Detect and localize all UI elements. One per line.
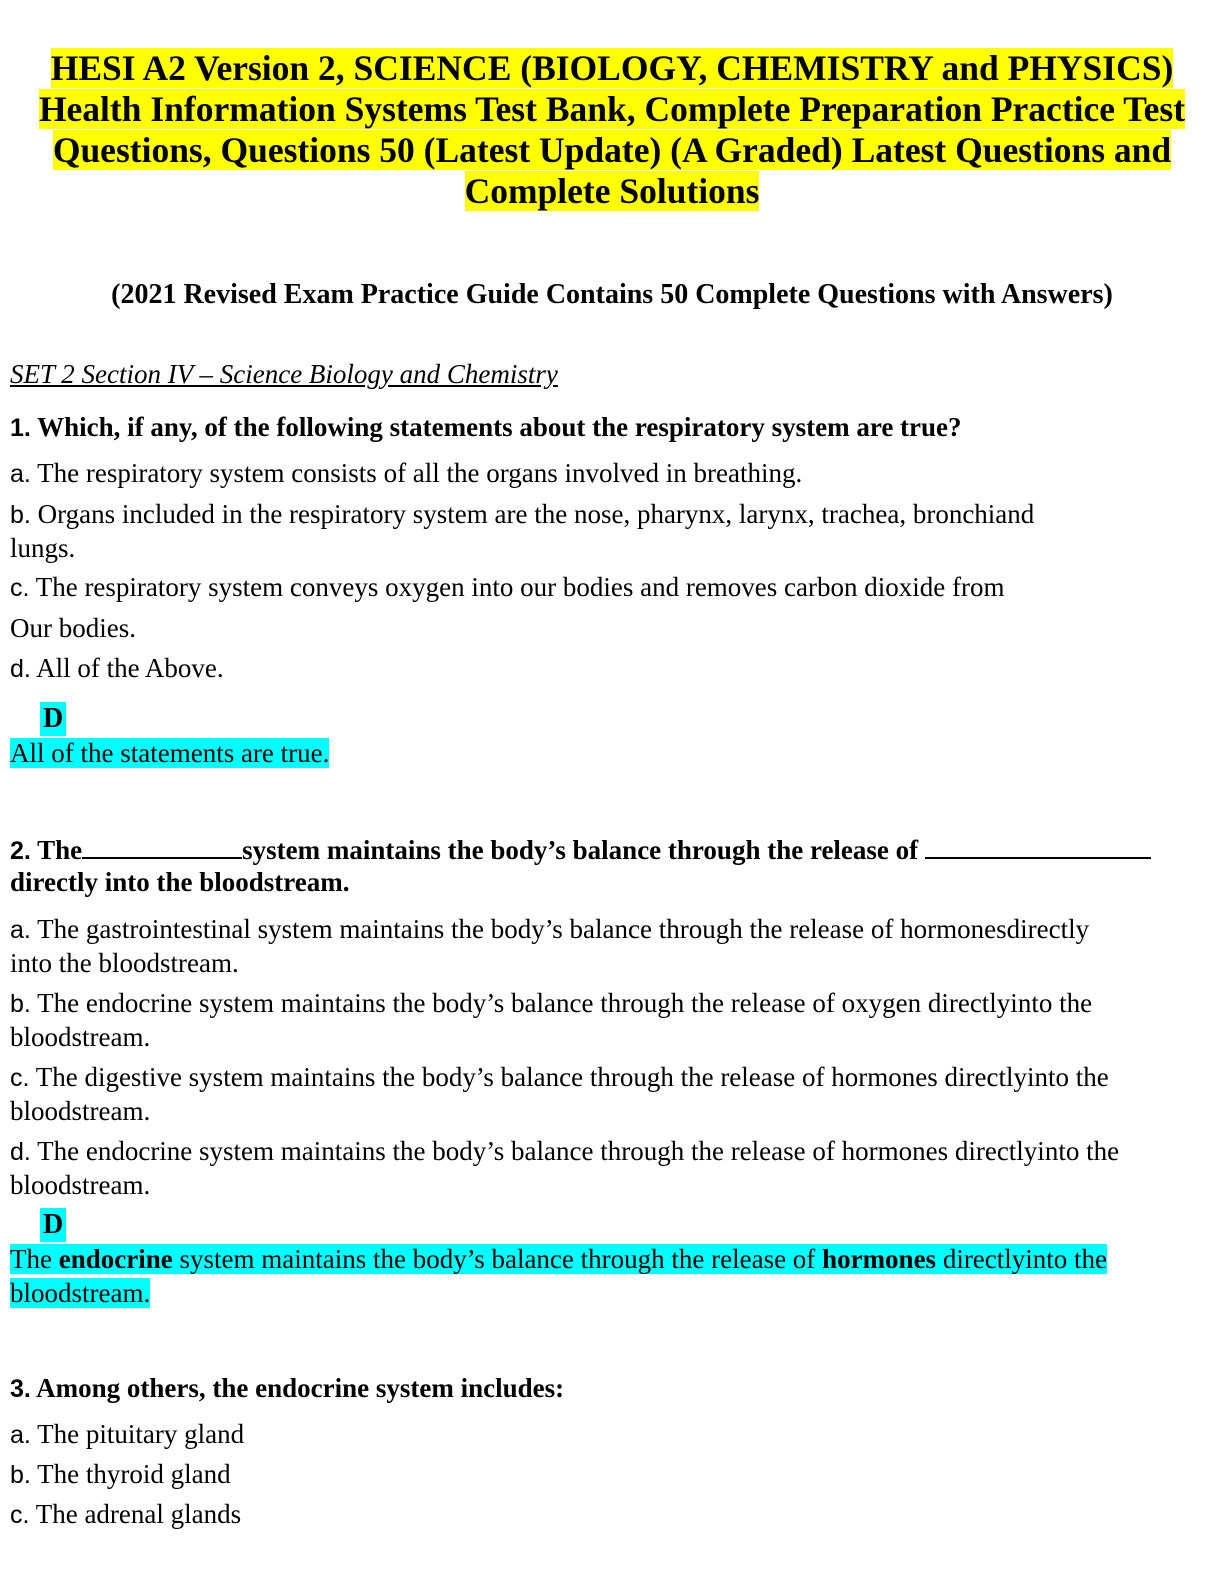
question-text: system maintains the body’s balance through the release of <box>242 835 919 865</box>
q2-option-b-cont: bloodstream. <box>10 1022 151 1052</box>
explanation-text: All of the statements are true. <box>10 738 330 768</box>
q3-option-c <box>10 1497 241 1532</box>
option-letter: c. <box>10 574 30 602</box>
title-line-1: HESI A2 Version 2, SCIENCE (BIOLOGY, CHEMISTRY and PHYSICS) <box>50 48 1174 88</box>
option-letter: d. <box>10 655 31 683</box>
option-letter: b. <box>10 1461 31 1489</box>
option-letter: a. <box>10 1421 31 1449</box>
q1-answer-letter: D <box>40 702 66 736</box>
option-text: The adrenal glands <box>35 1499 242 1529</box>
option-letter: a. <box>10 460 31 488</box>
option-letter: b. <box>10 990 31 1018</box>
section-heading: SET 2 Section IV – Science Biology and Chemistry <box>10 359 558 389</box>
q1-explanation <box>10 736 329 770</box>
option-letter: b. <box>10 501 31 529</box>
q1-option-c <box>10 570 1004 605</box>
option-letter: a. <box>10 916 31 944</box>
question-2-cont: directly into the bloodstream. <box>10 867 350 897</box>
explanation-text: bloodstream. <box>10 1278 151 1308</box>
q1-option-b-cont: lungs. <box>10 533 76 563</box>
question-number: 3. <box>10 1375 31 1403</box>
explanation-part: directlyinto the <box>936 1244 1108 1274</box>
title-line-3: Questions, Questions 50 (Latest Update) (A Graded) Latest Questions and <box>52 130 1172 170</box>
option-letter: c. <box>10 1501 30 1529</box>
document-title <box>20 48 1204 212</box>
question-text: Which, if any, of the following statements about the respiratory system are true? <box>37 412 962 442</box>
q1-option-a <box>10 456 802 491</box>
q2-option-b <box>10 986 1092 1021</box>
explanation-text <box>10 1244 1107 1274</box>
fill-in-blank <box>82 831 242 859</box>
q2-option-d-cont: bloodstream. <box>10 1170 151 1200</box>
option-text: The digestive system maintains the body’s balance through the release of hormones directlyinto the <box>35 1062 1109 1092</box>
q3-option-b <box>10 1457 231 1492</box>
explanation-part: The <box>10 1244 59 1274</box>
question-text: The <box>37 835 83 865</box>
option-text: The endocrine system maintains the body’s balance through the release of oxygen directlyinto the <box>37 988 1093 1018</box>
option-text: The pituitary gland <box>37 1419 245 1449</box>
option-text: The respiratory system conveys oxygen into our bodies and removes carbon dioxide from <box>35 572 1005 602</box>
question-3 <box>10 1371 564 1406</box>
option-text: The gastrointestinal system maintains the body’s balance through the release of hormonesdirectly <box>37 914 1090 944</box>
fill-in-blank <box>925 831 1151 859</box>
option-text: Organs included in the respiratory system are the nose, pharynx, larynx, trachea, bronchiand <box>37 499 1035 529</box>
q2-answer-letter: D <box>40 1208 66 1242</box>
option-text: The thyroid gland <box>37 1459 231 1489</box>
option-text: The endocrine system maintains the body’s balance through the release of hormones directlyinto the <box>37 1136 1120 1166</box>
q2-option-d <box>10 1134 1119 1169</box>
question-1 <box>10 410 962 445</box>
q2-explanation <box>10 1242 1107 1276</box>
option-letter: c. <box>10 1064 30 1092</box>
q1-option-c-cont: Our bodies. <box>10 613 136 643</box>
q2-option-a-cont: into the bloodstream. <box>10 948 239 978</box>
q2-option-a <box>10 912 1089 947</box>
title-line-2: Health Information Systems Test Bank, Complete Preparation Practice Test <box>38 89 1186 129</box>
explanation-keyword: endocrine <box>58 1244 173 1274</box>
q1-option-d <box>10 651 224 686</box>
question-number: 1. <box>10 414 31 442</box>
title-line-4: Complete Solutions <box>464 171 760 211</box>
q2-explanation-cont <box>10 1276 150 1310</box>
question-2 <box>10 831 1151 868</box>
explanation-part: system maintains the body’s balance through the release of <box>172 1244 823 1274</box>
q2-option-c-cont: bloodstream. <box>10 1096 151 1126</box>
question-number: 2. <box>10 837 31 865</box>
q2-option-c <box>10 1060 1109 1095</box>
option-text: All of the Above. <box>36 653 224 683</box>
document-subtitle: (2021 Revised Exam Practice Guide Contains 50 Complete Questions with Answers) <box>111 279 1113 310</box>
q1-option-b <box>10 497 1034 532</box>
option-text: The respiratory system consists of all the organs involved in breathing. <box>37 458 803 488</box>
question-text: Among others, the endocrine system includes: <box>36 1373 565 1403</box>
explanation-keyword: hormones <box>822 1244 937 1274</box>
q3-option-a <box>10 1417 244 1452</box>
option-letter: d. <box>10 1138 31 1166</box>
